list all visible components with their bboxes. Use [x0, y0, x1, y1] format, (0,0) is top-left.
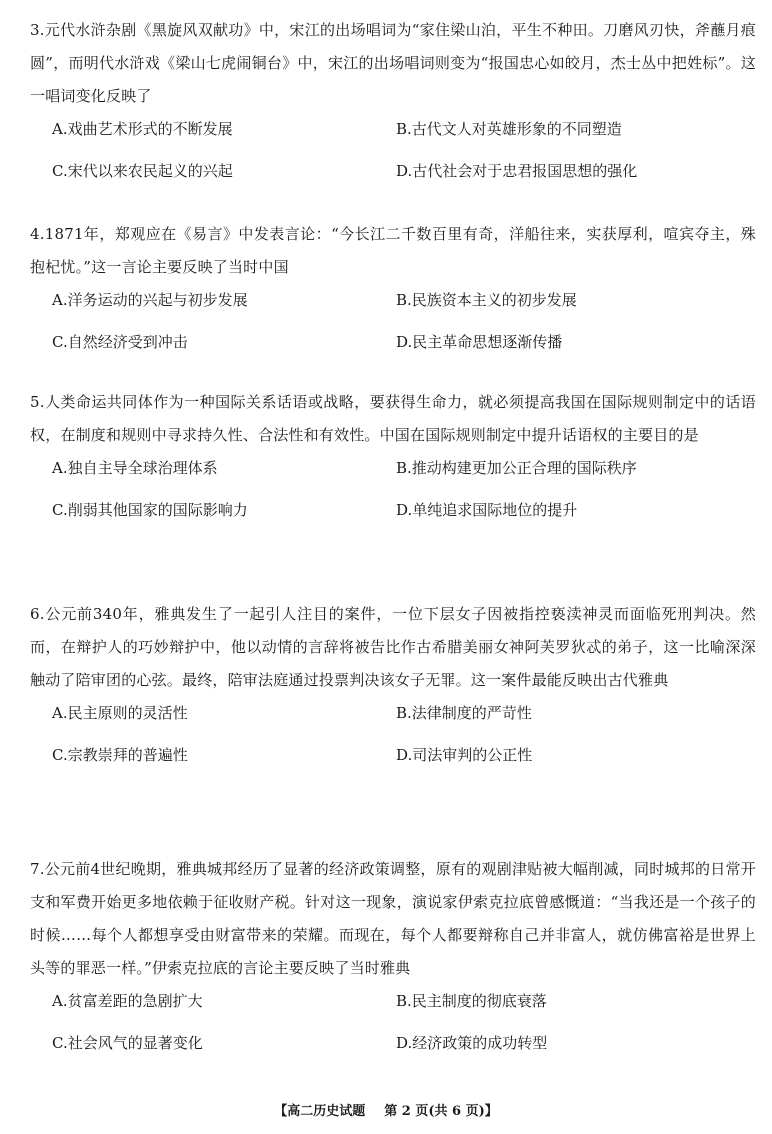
option-row	[30, 1027, 756, 1069]
footer-title: 【高二历史试题	[274, 1104, 366, 1119]
option-row	[30, 494, 756, 536]
option-row	[30, 739, 756, 781]
option-a: A.戏曲艺术形式的不断发展	[52, 120, 233, 138]
option-row	[30, 452, 756, 494]
option-a: A.贫富差距的急剧扩大	[52, 992, 203, 1010]
option-d: D.民主革命思想逐渐传播	[396, 333, 563, 351]
option-b: B.民主制度的彻底衰落	[396, 992, 547, 1010]
option-c: C.宋代以来农民起义的兴起	[52, 162, 233, 180]
question-stem: 3.元代水浒杂剧《黑旋风双献功》中，宋江的出场唱词为“家住梁山泊，平生不种田。刀磨风刃快，斧蘸月痕圆”，而明代水浒戏《梁山七虎闹铜台》中，宋江的出场唱词则变为“报国忠心如皎月，杰士丛中把姓标”。这一唱词变化反映了	[30, 21, 756, 105]
option-a: A.独自主导全球治理体系	[52, 459, 218, 477]
option-d: D.古代社会对于忠君报国思想的强化	[396, 162, 638, 180]
option-row	[30, 985, 756, 1027]
option-b: B.民族资本主义的初步发展	[396, 291, 577, 309]
option-b: B.古代文人对英雄形象的不同塑造	[396, 120, 622, 138]
option-a: A.洋务运动的兴起与初步发展	[52, 291, 248, 309]
question-4	[30, 218, 756, 368]
option-c: C.自然经济受到冲击	[52, 333, 188, 351]
question-stem: 4.1871年，郑观应在《易言》中发表言论：“今长江二千数百里有奇，洋船往来，实获厚利，喧宾夺主，殊抱杞忧。”这一言论主要反映了当时中国	[30, 225, 756, 276]
option-c: C.社会风气的显著变化	[52, 1034, 203, 1052]
option-b: B.法律制度的严苛性	[396, 704, 532, 722]
option-row	[30, 155, 756, 197]
page-footer	[0, 1100, 772, 1119]
option-row	[30, 326, 756, 368]
footer-page-number: 第 2 页(共 6 页)】	[384, 1104, 498, 1119]
option-a: A.民主原则的灵活性	[52, 704, 188, 722]
question-stem: 7.公元前4世纪晚期，雅典城邦经历了显著的经济政策调整，原有的观剧津贴被大幅削减，同时城邦的日常开支和军费开始更多地依赖于征收财产税。针对这一现象，演说家伊索克拉底曾感慨道：“当我还是一个孩子的时候……每个人都想享受由财富带来的荣耀。而现在，每个人都要辩称自己并非富人，就仿佛富裕是世界上头等的罪恶一样。”伊索克拉底的言论主要反映了当时雅典	[30, 860, 756, 977]
option-c: C.削弱其他国家的国际影响力	[52, 501, 248, 519]
question-3	[30, 14, 756, 197]
option-d: D.经济政策的成功转型	[396, 1034, 548, 1052]
option-row	[30, 284, 756, 326]
question-7	[30, 853, 756, 1069]
question-5	[30, 386, 756, 536]
option-row	[30, 697, 756, 739]
option-b: B.推动构建更加公正合理的国际秩序	[396, 459, 637, 477]
question-stem: 5.人类命运共同体作为一种国际关系话语或战略，要获得生命力，就必须提高我国在国际规则制定中的话语权，在制度和规则中寻求持久性、合法性和有效性。中国在国际规则制定中提升话语权的主要目的是	[30, 393, 756, 444]
option-d: D.单纯追求国际地位的提升	[396, 501, 578, 519]
option-row	[30, 113, 756, 155]
option-c: C.宗教崇拜的普遍性	[52, 746, 188, 764]
question-stem: 6.公元前340年，雅典发生了一起引人注目的案件，一位下层女子因被指控亵渎神灵而面临死刑判决。然而，在辩护人的巧妙辩护中，他以动情的言辞将被告比作古希腊美丽女神阿芙罗狄忒的弟子，这一比喻深深触动了陪审团的心弦。最终，陪审法庭通过投票判决该女子无罪。这一案件最能反映出古代雅典	[30, 605, 756, 689]
option-d: D.司法审判的公正性	[396, 746, 533, 764]
question-6	[30, 598, 756, 781]
